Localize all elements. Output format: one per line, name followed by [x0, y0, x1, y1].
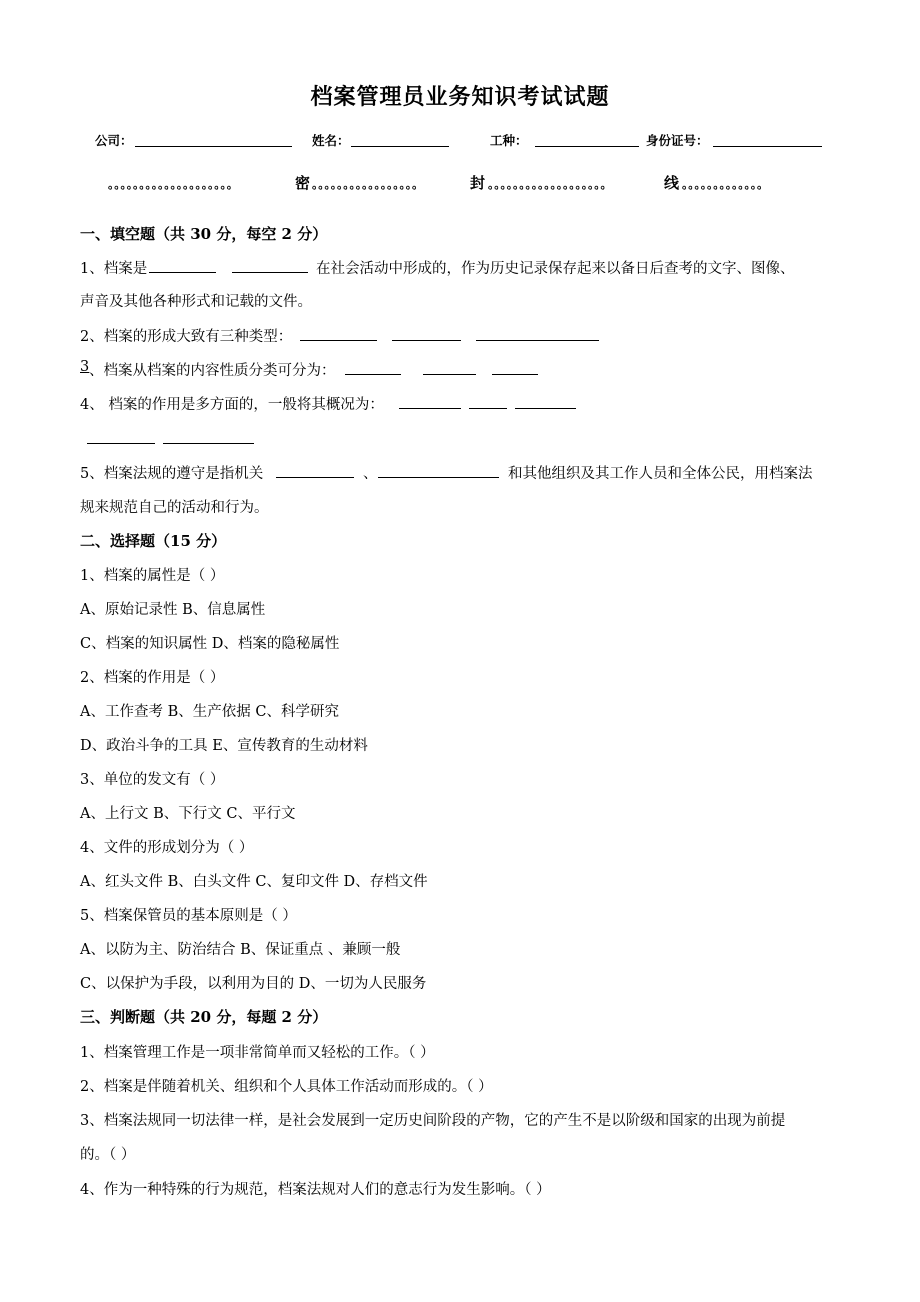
- seal-dots-4: 。。。。。。。。。。。。。: [682, 177, 769, 191]
- job-label: 工种：: [490, 133, 528, 148]
- seal-xian: 线: [664, 174, 680, 192]
- company-label: 公司：: [95, 133, 133, 148]
- seal-feng: 封: [470, 174, 486, 192]
- seal-dots-3: 。。。。。。。。。。。。。。。。。。。: [488, 177, 613, 191]
- s2-line: A、工作查考 B、生产依据 C、科学研究: [80, 704, 339, 720]
- q5-blank-2[interactable]: [378, 477, 499, 478]
- s3-line: 3、档案法规同一切法律一样，是社会发展到一定历史间阶段的产物，它的产生不是以阶级和国家的出现为前提: [80, 1113, 786, 1129]
- s2-line: A、原始记录性 B、信息属性: [80, 602, 266, 618]
- q4-blank-2[interactable]: [469, 408, 507, 409]
- page-title: 档案管理员业务知识考试试题: [310, 85, 610, 110]
- q3-blank-2[interactable]: [423, 374, 476, 375]
- s2-line: A、以防为主、防治结合 B、保证重点 、兼顾一般: [80, 942, 401, 958]
- s2-line: 1、档案的属性是（ ）: [80, 568, 225, 584]
- s2-line: 4、文件的形成划分为（ ）: [80, 840, 254, 856]
- seal-mi: 密: [295, 174, 311, 192]
- section-2-heading: 二、选择题（15 分）: [80, 532, 227, 550]
- q4-blank-3[interactable]: [515, 408, 576, 409]
- q3-blank-3[interactable]: [492, 374, 538, 375]
- s2-line: A、上行文 B、下行文 C、平行文: [80, 806, 296, 822]
- q3-text: 、档案从档案的内容性质分类可分为：: [89, 363, 336, 379]
- s2-line: 5、档案保管员的基本原则是（ ）: [80, 908, 297, 924]
- s3-line: 的。（ ）: [80, 1147, 136, 1163]
- s2-line: A、红头文件 B、白头文件 C、复印文件 D、存档文件: [80, 874, 428, 890]
- s3-line: 1、档案管理工作是一项非常简单而又轻松的工作。（ ）: [80, 1045, 435, 1061]
- s2-line: C、以保护为手段，以利用为目的 D、一切为人民服务: [80, 976, 427, 992]
- q1-line-2: 声音及其他各种形式和记载的文件。: [80, 294, 312, 310]
- q1-blank-1[interactable]: [149, 272, 216, 273]
- q2-blank-1[interactable]: [300, 340, 377, 341]
- s2-line: C、档案的知识属性 D、档案的隐秘属性: [80, 636, 340, 652]
- q2-blank-2[interactable]: [392, 340, 461, 341]
- name-label: 姓名：: [312, 133, 350, 148]
- seal-dots-2: 。。。。。。。。。。。。。。。。。: [312, 177, 424, 191]
- q4-text: 4、 档案的作用是多方面的，一般将其概况为：: [80, 397, 384, 413]
- s2-line: 2、档案的作用是（ ）: [80, 670, 225, 686]
- s3-line: 4、作为一种特殊的行为规范，档案法规对人们的意志行为发生影响。（ ）: [80, 1182, 551, 1198]
- s3-line: 2、档案是伴随着机关、组织和个人具体工作活动而形成的。（ ）: [80, 1079, 493, 1095]
- q5-suffix: 和其他组织及其工作人员和全体公民，用档案法: [508, 466, 813, 482]
- seal-dots-1: 。。。。。。。。。。。。。。。。。。。。: [108, 177, 239, 191]
- section-1-heading: 一、填空题（共 30 分，每空 2 分）: [80, 225, 328, 243]
- q5-prefix: 5、档案法规的遵守是指机关: [80, 466, 264, 482]
- id-number-field[interactable]: [713, 146, 822, 147]
- q2-text: 2、档案的形成大致有三种类型：: [80, 329, 293, 345]
- q1-blank-2[interactable]: [232, 272, 308, 273]
- q1-suffix: 在社会活动中形成的，作为历史记录保存起来以备日后查考的文字、图像、: [316, 261, 795, 277]
- s2-line: 3、单位的发文有（ ）: [80, 772, 225, 788]
- q3-number: 3: [80, 359, 90, 375]
- q2-blank-3[interactable]: [476, 340, 599, 341]
- q5-blank-1[interactable]: [276, 477, 354, 478]
- q5-line-2: 规来规范自己的活动和行为。: [80, 500, 269, 516]
- q4-blank-4[interactable]: [87, 443, 155, 444]
- name-field[interactable]: [351, 146, 449, 147]
- q4-blank-1[interactable]: [399, 408, 461, 409]
- section-3-heading: 三、判断题（共 20 分，每题 2 分）: [80, 1008, 328, 1026]
- q4-blank-5[interactable]: [163, 443, 254, 444]
- s2-line: D、政治斗争的工具 E、宣传教育的生动材料: [80, 738, 368, 754]
- q1-prefix: 1、档案是: [80, 261, 148, 277]
- job-field[interactable]: [535, 146, 639, 147]
- id-label: 身份证号：: [646, 133, 709, 148]
- q5-separator: 、: [363, 466, 378, 482]
- q3-blank-1[interactable]: [345, 374, 401, 375]
- company-field[interactable]: [135, 146, 292, 147]
